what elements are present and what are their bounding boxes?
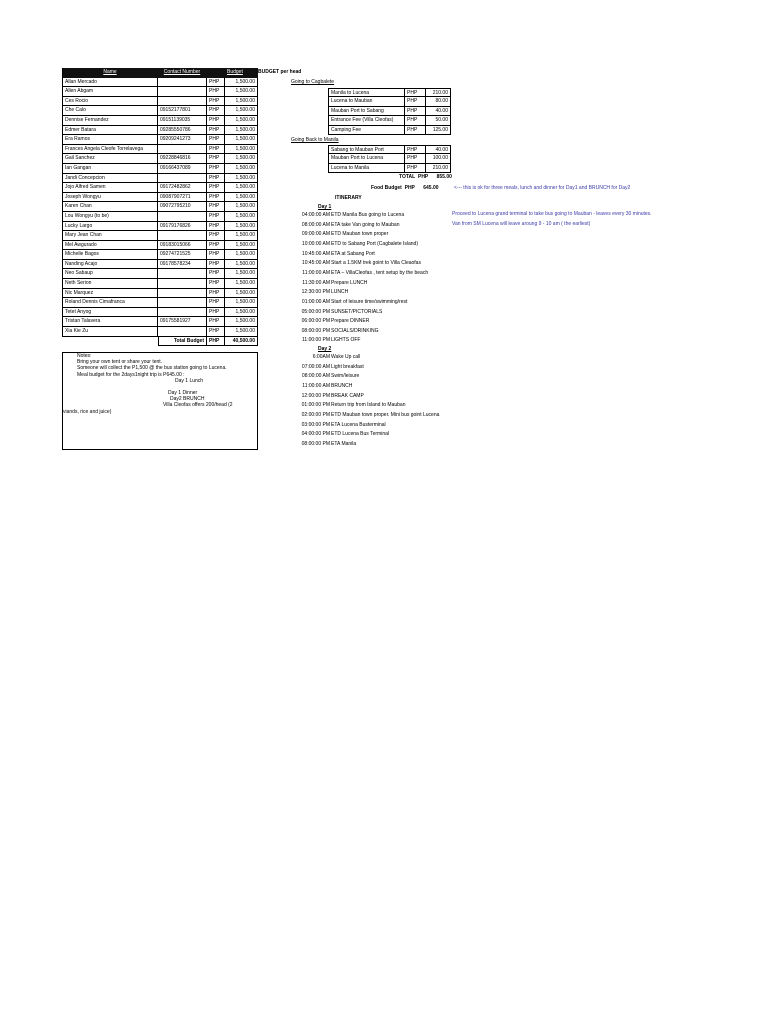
member-name: Lucky Largo <box>62 222 158 232</box>
member-budget-cur: PHP <box>207 241 225 251</box>
table-row <box>62 222 258 232</box>
fare-amount: 80.00 <box>426 97 451 106</box>
itinerary-item <box>291 401 405 411</box>
day2-title: Day 2 <box>318 346 332 352</box>
itinerary-time: 04:00:00 AM <box>301 212 330 218</box>
member-contact: 09175581927 <box>158 317 207 327</box>
itinerary-time: 10:00:00 AM <box>301 240 330 247</box>
member-budget-amount: 1,500.00 <box>225 212 258 222</box>
itinerary-item <box>291 259 421 269</box>
member-budget-cur: PHP <box>207 279 225 289</box>
table-row <box>62 145 258 155</box>
itinerary-activity: SOCIALS/DRINKING <box>331 327 379 334</box>
table-row <box>62 260 258 270</box>
total-label: TOTAL <box>399 174 416 180</box>
table-row <box>62 164 258 174</box>
fare-route: Lucena to Manila <box>328 164 405 173</box>
itinerary-item <box>291 288 348 298</box>
member-name: Mary Jean Chan <box>62 231 158 241</box>
member-name: Che Calo <box>62 106 158 116</box>
food-budget-label: Food Budget <box>371 185 402 191</box>
itinerary-time: 6:00AM <box>312 354 330 360</box>
member-contact <box>158 174 207 184</box>
member-budget-amount: 1,500.00 <box>225 183 258 193</box>
member-budget-cur: PHP <box>207 164 225 174</box>
member-budget-cur: PHP <box>207 289 225 299</box>
itinerary-item <box>291 240 418 250</box>
member-budget-amount: 1,500.00 <box>225 279 258 289</box>
budget-per-head-label: BUDGET per head <box>258 69 302 75</box>
itinerary-activity: Start of leisure time/swimming/rest <box>331 298 408 305</box>
notes-line: Bring your own tent or share your tent. <box>77 359 163 366</box>
total-line <box>399 174 452 180</box>
itinerary-item <box>291 372 359 382</box>
member-budget-amount: 1,500.00 <box>225 317 258 327</box>
member-budget-amount: 1,500.00 <box>225 106 258 116</box>
member-budget-cur: PHP <box>207 183 225 193</box>
member-name: Joseph Wongyu <box>62 193 158 203</box>
member-contact <box>158 269 207 279</box>
member-budget-cur: PHP <box>207 87 225 97</box>
member-contact: 09178578234 <box>158 260 207 270</box>
table-row <box>62 97 258 107</box>
member-contact <box>158 298 207 308</box>
member-budget-amount: 1,500.00 <box>225 327 258 337</box>
itinerary-time: 03:00:00 PM <box>301 421 330 428</box>
total-budget-label: Total Budget <box>158 337 207 347</box>
total-budget-spacer <box>62 337 158 347</box>
table-row <box>62 308 258 318</box>
member-budget-amount: 1,500.00 <box>225 202 258 212</box>
table-row <box>62 279 258 289</box>
itinerary-activity: BRUNCH <box>331 382 353 389</box>
member-name: Tristan Talavera <box>62 317 158 327</box>
going-back-table <box>328 145 451 173</box>
itinerary-item <box>291 230 388 240</box>
fare-row <box>328 126 451 135</box>
fare-row <box>328 164 451 173</box>
member-contact <box>158 279 207 289</box>
member-name: Ian Gangan <box>62 164 158 174</box>
member-contact: 09152177801 <box>158 106 207 116</box>
member-budget-amount: 1,500.00 <box>225 174 258 184</box>
roster-table <box>62 68 258 346</box>
itinerary-time: 04:00:00 PM <box>301 431 330 438</box>
fare-cur: PHP <box>405 154 426 163</box>
member-budget-cur: PHP <box>207 154 225 164</box>
member-budget-cur: PHP <box>207 145 225 155</box>
member-name: Nic Marquez <box>62 289 158 299</box>
table-row <box>62 212 258 222</box>
itinerary-time: 01:00:00 PM <box>301 402 330 409</box>
table-row <box>62 327 258 337</box>
member-contact <box>158 145 207 155</box>
fare-row <box>328 154 451 163</box>
fare-row <box>328 116 451 125</box>
member-budget-amount: 1,500.00 <box>225 222 258 232</box>
member-contact: 09072795210 <box>158 202 207 212</box>
itinerary-time: 11:00:00 PM <box>302 337 330 344</box>
member-name: Karen Chan <box>62 202 158 212</box>
itinerary-time: 11:30:00 AM <box>302 279 330 286</box>
member-contact <box>158 78 207 88</box>
total-budget-amount: 40,500.00 <box>225 337 258 347</box>
member-budget-amount: 1,500.00 <box>225 154 258 164</box>
table-row <box>62 135 258 145</box>
fare-row <box>328 88 451 97</box>
itinerary-activity: ETA at Sabang Port <box>331 250 375 257</box>
roster-header-row <box>62 68 258 78</box>
member-name: Tetet Anyog <box>62 308 158 318</box>
fare-route: Lucena to Mauban <box>328 97 405 106</box>
table-row <box>62 317 258 327</box>
itinerary-item <box>291 430 389 440</box>
fare-route: Camping Fee <box>328 126 405 135</box>
table-row <box>62 106 258 116</box>
fare-row <box>328 145 451 154</box>
going-to-title: Going to Cagbalete <box>291 79 335 85</box>
fare-route: Mauban Port to Lucena <box>328 154 405 163</box>
fare-cur: PHP <box>405 145 426 154</box>
member-budget-amount: 1,500.00 <box>225 231 258 241</box>
member-budget-cur: PHP <box>207 174 225 184</box>
itinerary-activity: Prepare LUNCH <box>331 279 368 286</box>
itinerary-item <box>291 353 360 363</box>
itinerary-time: 12:30:00 PM <box>301 289 330 296</box>
fare-row <box>328 97 451 106</box>
member-contact <box>158 97 207 107</box>
fare-route: Mauban Port to Sabang <box>328 107 405 116</box>
member-budget-amount: 1,500.00 <box>225 241 258 251</box>
itinerary-item <box>291 269 428 279</box>
header-name: Name <box>62 68 158 78</box>
itinerary-time: 05:00:00 PM <box>301 308 330 315</box>
itinerary-item <box>291 411 439 421</box>
fare-amount: 40.00 <box>426 107 451 116</box>
itinerary-item <box>291 327 379 337</box>
member-name: Jandi Concepcion <box>62 174 158 184</box>
itinerary-item <box>291 211 404 221</box>
itinerary-item <box>291 279 367 289</box>
member-contact <box>158 212 207 222</box>
member-name: Edmer Batara <box>62 126 158 136</box>
member-budget-amount: 1,500.00 <box>225 116 258 126</box>
member-budget-cur: PHP <box>207 97 225 107</box>
member-budget-amount: 1,500.00 <box>225 164 258 174</box>
itinerary-time: 11:00:00 AM <box>302 269 330 276</box>
roster-total-row <box>62 337 258 347</box>
member-budget-cur: PHP <box>207 317 225 327</box>
itinerary-activity: ETD Lucena Bus Terminal <box>331 431 389 438</box>
food-budget-line <box>371 185 439 191</box>
notes-line: Day 1 Dinner <box>168 390 198 397</box>
itinerary-time: 08:00:00 PM <box>301 327 330 334</box>
total-amount: 855.00 <box>436 174 452 180</box>
table-row <box>62 87 258 97</box>
table-row <box>62 154 258 164</box>
fare-amount: 100.00 <box>426 154 451 163</box>
itinerary-item <box>291 382 352 392</box>
itinerary-time: 11:00:00 AM <box>302 382 330 389</box>
notes-line: Day 1 Lunch <box>175 377 204 384</box>
itinerary-activity: ETD Mauban town proper <box>331 231 389 238</box>
itinerary-time: 10:45:00 AM <box>301 250 330 257</box>
member-budget-cur: PHP <box>207 212 225 222</box>
table-row <box>62 183 258 193</box>
member-name: Nanding Acajo <box>62 260 158 270</box>
member-name: Roland Dennis Cimafranca <box>62 298 158 308</box>
day1-title: Day 1 <box>318 204 332 210</box>
member-budget-cur: PHP <box>207 260 225 270</box>
total-cur: PHP <box>417 174 429 180</box>
itinerary-activity: Light breakfast <box>331 363 364 370</box>
member-budget-cur: PHP <box>207 250 225 260</box>
member-budget-cur: PHP <box>207 298 225 308</box>
notes-line: Villa Cleofas offers 200/head (2 <box>163 402 233 409</box>
itinerary-activity: LUNCH <box>331 289 349 296</box>
fare-cur: PHP <box>405 126 426 135</box>
table-row <box>62 116 258 126</box>
member-budget-cur: PHP <box>207 202 225 212</box>
member-budget-amount: 1,500.00 <box>225 126 258 136</box>
itinerary-activity: ETA take Van going to Mauban <box>331 221 400 228</box>
header-budget: Budget <box>225 68 258 78</box>
fare-route: Sabang to Mauban Port <box>328 145 405 154</box>
fare-cur: PHP <box>405 97 426 106</box>
member-budget-cur: PHP <box>207 106 225 116</box>
notes-line: viands, rice and juice) <box>63 408 112 415</box>
member-budget-amount: 1,500.00 <box>225 250 258 260</box>
fare-amount: 50.00 <box>426 116 451 125</box>
member-name: Frances Angela Cleofe Torrelavega <box>62 145 158 155</box>
notes-box <box>62 352 258 450</box>
day1-note-lucena-terminal: Proceed to Lucena grand terminal to take bus going to Mauban - leaves every 30 minutes. <box>452 211 652 217</box>
itinerary-time: 06:00:00 PM <box>301 318 330 325</box>
member-budget-amount: 1,500.00 <box>225 145 258 155</box>
itinerary-activity: ETA Lucena Busterminal <box>331 421 386 428</box>
member-contact: 09166437089 <box>158 164 207 174</box>
itinerary-time: 08:00:00 PM <box>301 440 330 447</box>
fare-amount: 210.00 <box>426 164 451 173</box>
itinerary-time: 08:00:00 AM <box>301 373 330 380</box>
itinerary-activity: Start a 1.5KM trek goint to Villa Cleaofas <box>331 260 421 267</box>
itinerary-activity: Swim/leisure <box>331 373 360 380</box>
itinerary-title: ITINERARY <box>335 195 362 201</box>
itinerary-activity: ETA – VillaCleofas , tent setup by the beach <box>331 269 429 276</box>
fare-cur: PHP <box>405 116 426 125</box>
member-contact: 09179176826 <box>158 222 207 232</box>
itinerary-activity: SUNSET/PICTORIALS <box>331 308 383 315</box>
itinerary-item <box>291 440 356 450</box>
table-row <box>62 202 258 212</box>
member-budget-cur: PHP <box>207 327 225 337</box>
notes-title: Notes: <box>77 353 92 359</box>
member-contact <box>158 231 207 241</box>
itinerary-item <box>291 250 375 260</box>
table-row <box>62 269 258 279</box>
itinerary-item <box>291 317 369 327</box>
member-contact <box>158 87 207 97</box>
itinerary-activity: ETD to Sabang Port (Cagbalete Island) <box>331 240 418 247</box>
itinerary-time: 09:00:00 AM <box>301 231 330 238</box>
member-contact: 09285550786 <box>158 126 207 136</box>
table-row <box>62 126 258 136</box>
itinerary-item <box>291 421 386 431</box>
member-budget-amount: 1,500.00 <box>225 87 258 97</box>
member-contact: 09274721525 <box>158 250 207 260</box>
member-budget-cur: PHP <box>207 135 225 145</box>
notes-line: Someone will collect the P1,500 @ the bus station going to Lucena. <box>77 365 227 372</box>
roster-body <box>62 78 258 337</box>
fare-route: Entrance Fee (Villa Cleofas) <box>328 116 405 125</box>
fare-amount: 210.00 <box>426 88 451 97</box>
member-budget-amount: 1,500.00 <box>225 135 258 145</box>
member-contact <box>158 327 207 337</box>
member-budget-cur: PHP <box>207 78 225 88</box>
member-budget-cur: PHP <box>207 222 225 232</box>
member-contact: 09209241273 <box>158 135 207 145</box>
itinerary-activity: Return trip from Island to Mauban <box>331 402 406 409</box>
member-contact: 09087907271 <box>158 193 207 203</box>
member-budget-amount: 1,500.00 <box>225 260 258 270</box>
total-budget-cur: PHP <box>207 337 225 347</box>
itinerary-activity: BREAK CAMP <box>331 392 364 399</box>
member-budget-amount: 1,500.00 <box>225 269 258 279</box>
itinerary-activity: ETD Manila Bus going to Lucena <box>331 212 405 218</box>
member-budget-cur: PHP <box>207 193 225 203</box>
member-name: Mel Awgurado <box>62 241 158 251</box>
member-contact: 09183015066 <box>158 241 207 251</box>
header-budget-cur <box>207 68 225 78</box>
itinerary-item <box>291 392 364 402</box>
member-name: Gail Sanchez <box>62 154 158 164</box>
member-name: Michelle Bagos <box>62 250 158 260</box>
fare-cur: PHP <box>405 164 426 173</box>
fare-amount: 40.00 <box>426 145 451 154</box>
fare-route: Manila to Lucena <box>328 88 405 97</box>
member-budget-cur: PHP <box>207 308 225 318</box>
member-budget-cur: PHP <box>207 269 225 279</box>
fare-amount: 125.00 <box>426 126 451 135</box>
table-row <box>62 250 258 260</box>
itinerary-time: 07:00:00 AM <box>301 363 330 370</box>
member-budget-amount: 1,500.00 <box>225 289 258 299</box>
itinerary-item <box>291 363 364 373</box>
table-row <box>62 298 258 308</box>
day1-note-van-schedule: Van from SM Lucena will leave aroung 9 - 10 am ( the earliest) <box>452 221 591 227</box>
notes-line: Meal budget for the 2days1night trip is P645.00 : <box>77 371 185 378</box>
member-contact: 09151139035 <box>158 116 207 126</box>
itinerary-activity: ETA Manila <box>331 440 357 447</box>
member-name: Xia Kie Zu <box>62 327 158 337</box>
member-budget-amount: 1,500.00 <box>225 193 258 203</box>
member-name: Dennise Fernandez <box>62 116 158 126</box>
table-row <box>62 193 258 203</box>
member-contact: 09172482862 <box>158 183 207 193</box>
notes-line: Day2 BRUNCH <box>170 396 205 403</box>
itinerary-item <box>291 298 407 308</box>
fare-cur: PHP <box>405 88 426 97</box>
itinerary-activity: Wake Up call <box>331 354 361 360</box>
itinerary-item <box>291 308 382 318</box>
member-name: Allan Mercado <box>62 78 158 88</box>
itinerary-time: 10:45:00 AM <box>301 260 330 267</box>
itinerary-activity: LIGHTS OFF <box>331 337 361 344</box>
member-budget-cur: PHP <box>207 126 225 136</box>
member-budget-amount: 1,500.00 <box>225 78 258 88</box>
member-name: Ces Rocio <box>62 97 158 107</box>
itinerary-activity: ETD Mauban town proper. Mini bus goint Lucena <box>331 411 440 418</box>
member-name: Allen Abgam <box>62 87 158 97</box>
itinerary-time: 08:00:00 AM <box>301 221 330 228</box>
member-contact: 09228846816 <box>158 154 207 164</box>
member-budget-amount: 1,500.00 <box>225 97 258 107</box>
member-contact <box>158 289 207 299</box>
table-row <box>62 174 258 184</box>
member-name: Era Ramos <box>62 135 158 145</box>
food-budget-cur: PHP <box>404 185 415 191</box>
table-row <box>62 289 258 299</box>
itinerary-activity: Prepare DINNER <box>331 318 370 325</box>
itinerary-item <box>291 336 360 346</box>
fare-row <box>328 107 451 116</box>
member-name: Jojo Alfred Samen <box>62 183 158 193</box>
member-name: Neo Sabaup <box>62 269 158 279</box>
member-contact <box>158 308 207 318</box>
header-contact: Contact Number <box>158 68 207 78</box>
member-budget-amount: 1,500.00 <box>225 308 258 318</box>
itinerary-time: 12:00:00 PM <box>301 392 330 399</box>
member-budget-amount: 1,500.00 <box>225 298 258 308</box>
going-back-title: Going Back to Manila <box>291 137 339 143</box>
food-budget-amount: 645.00 <box>423 185 439 191</box>
table-row <box>62 231 258 241</box>
member-name: Lou Wongyu (to be) <box>62 212 158 222</box>
member-budget-cur: PHP <box>207 116 225 126</box>
member-budget-cur: PHP <box>207 231 225 241</box>
itinerary-time: 01:00:00 AM <box>301 298 330 305</box>
food-budget-note: <--- this is ok for three meals, lunch and dinner for Day1 and BRUNCH for Day2 <box>454 185 631 191</box>
going-to-table <box>328 88 451 135</box>
itinerary-item <box>291 221 399 231</box>
member-name: Neth Serion <box>62 279 158 289</box>
itinerary-time: 02:00:00 PM <box>301 411 330 418</box>
table-row <box>62 78 258 88</box>
table-row <box>62 241 258 251</box>
fare-cur: PHP <box>405 107 426 116</box>
